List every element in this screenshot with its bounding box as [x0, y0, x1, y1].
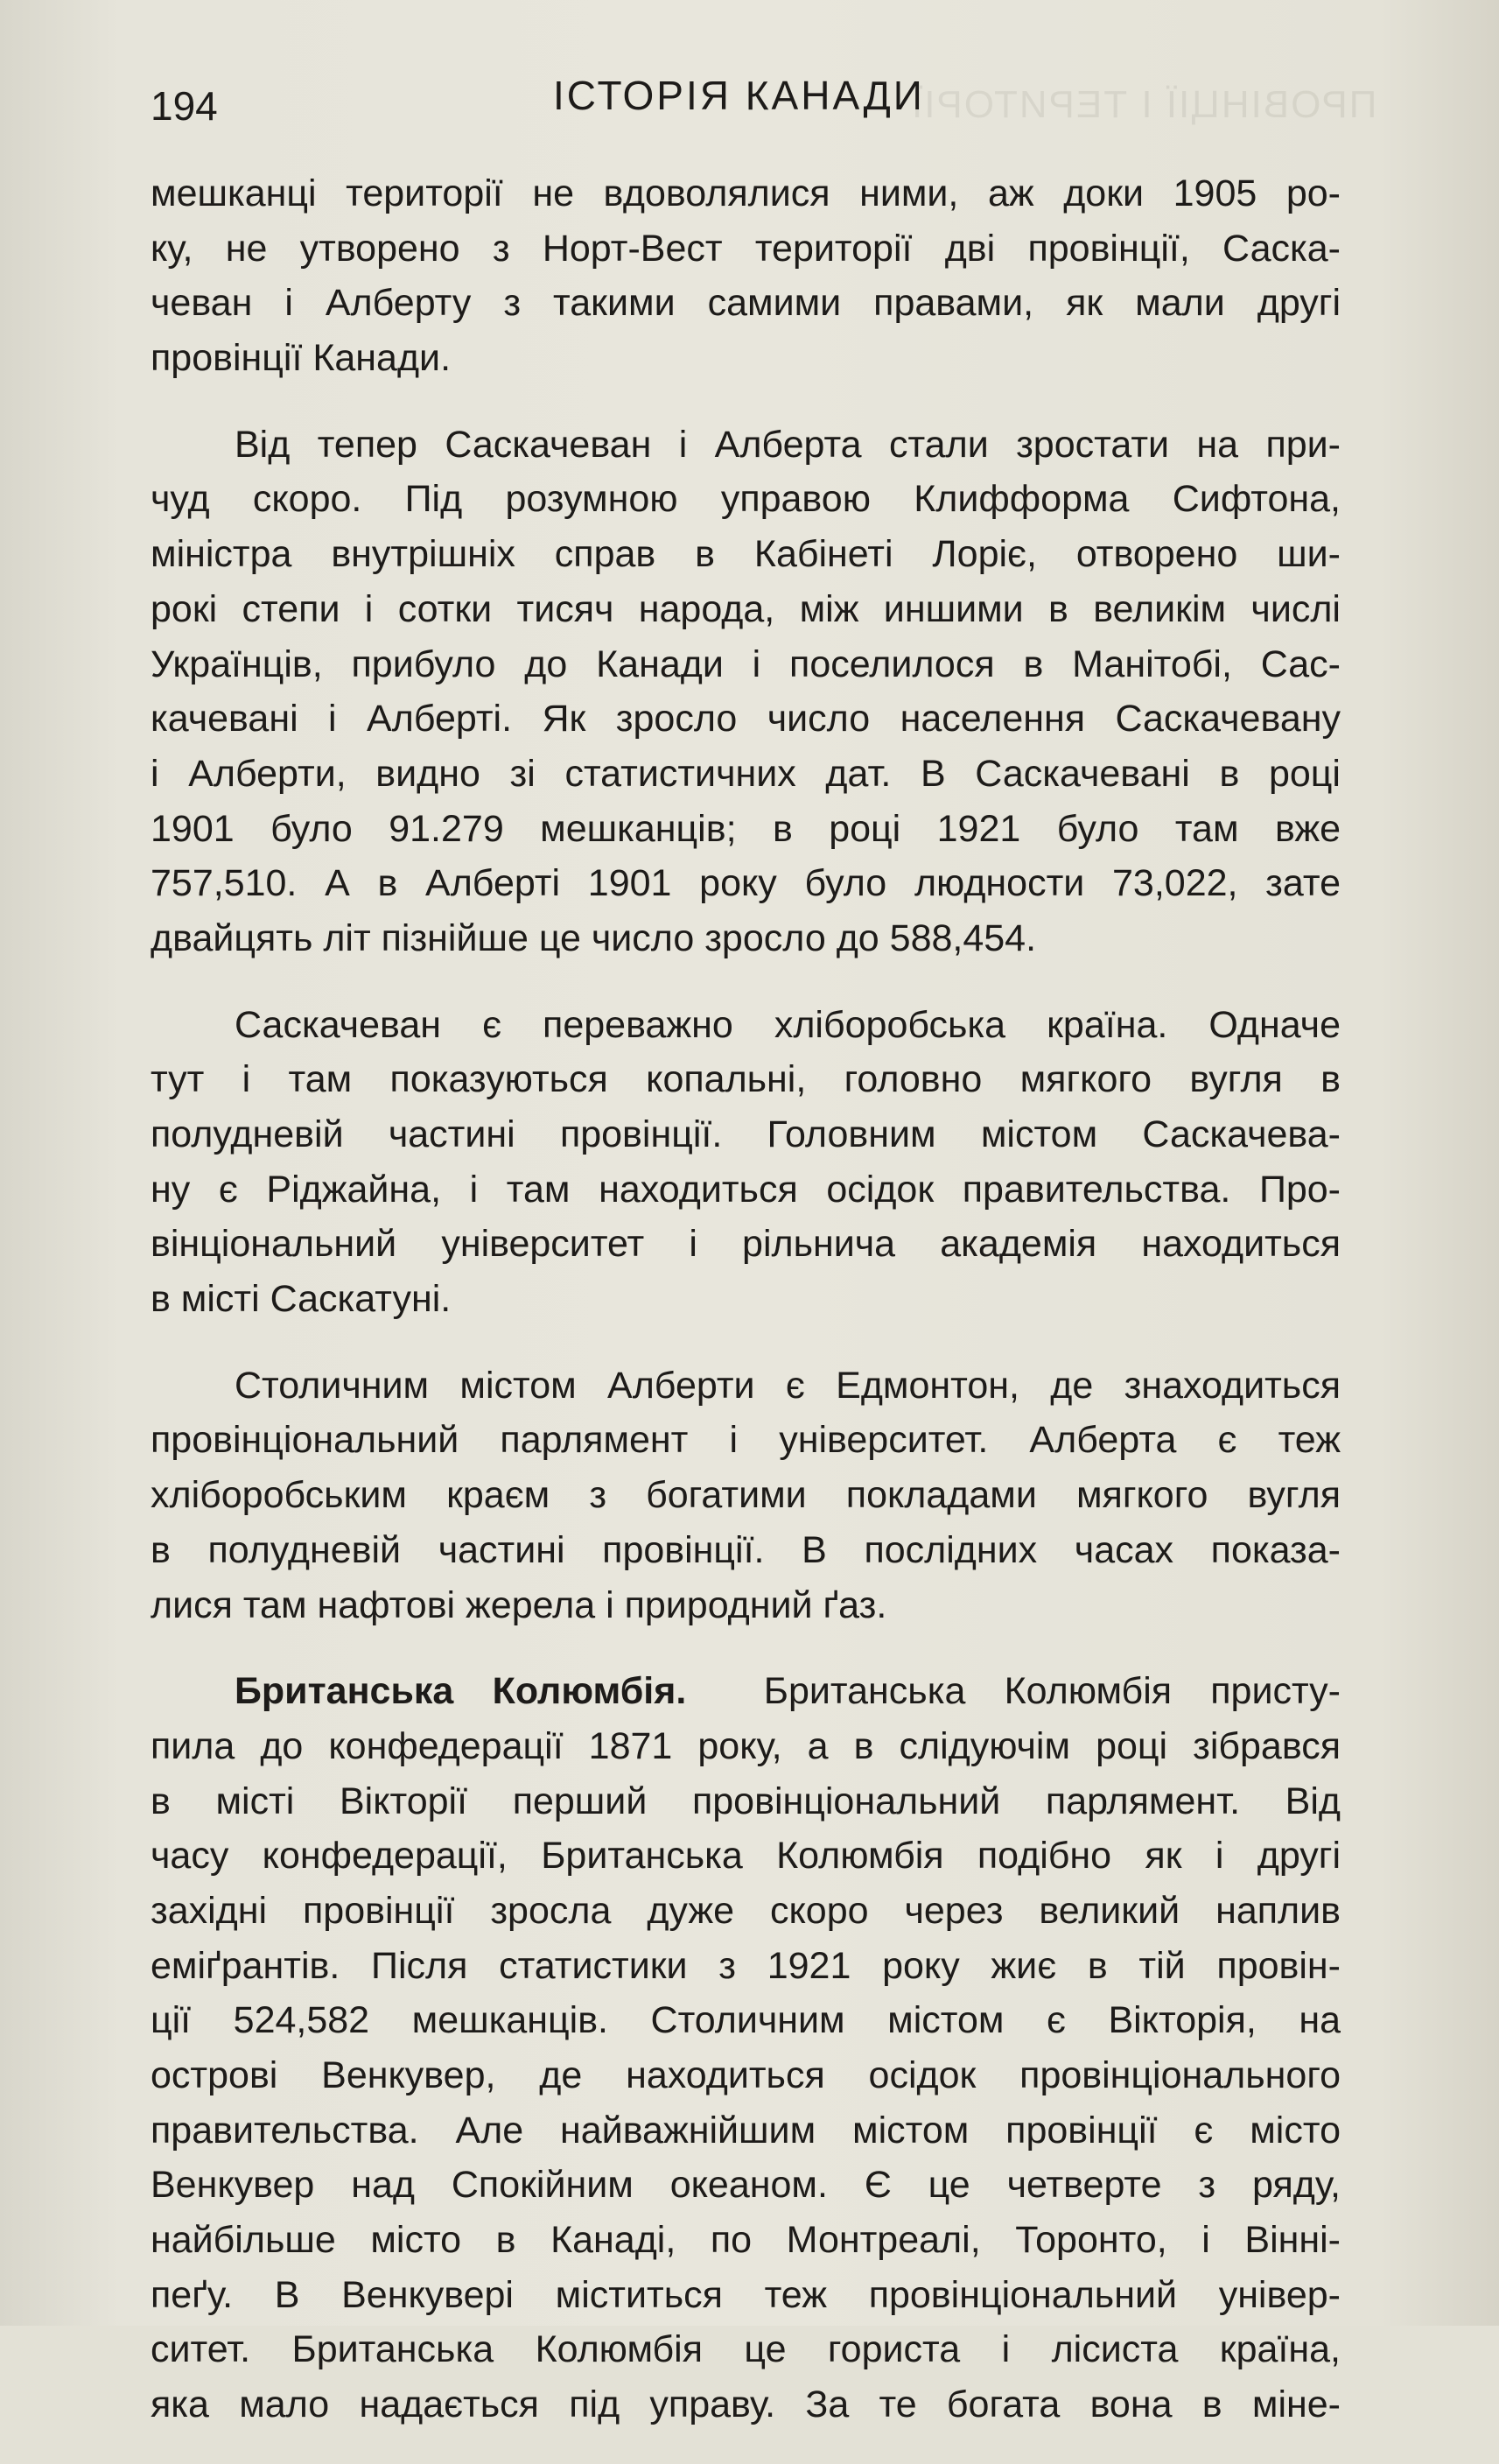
text-line: 1901 було 91.279 мешканців; в році 1921 було там вже — [151, 807, 1341, 850]
paragraph-1 — [151, 166, 1341, 386]
running-title: ІСТОРІЯ КАНАДИ — [553, 73, 925, 118]
text-line: рокі степи і сотки тисяч народа, між иншими в великім числі — [151, 587, 1341, 630]
paragraph-4 — [151, 1358, 1341, 1632]
text-line: ну є Ріджайна, і там находиться осідок правительства. Про- — [151, 1168, 1341, 1211]
text-line: західні провінції зросла дуже скоро через великий наплив — [151, 1889, 1341, 1932]
text-line: пеґу. В Венкувері міститься теж провінціональний універ- — [151, 2273, 1341, 2316]
text-line: Від тепер Саскачеван і Алберта стали зростати на при- — [235, 423, 1341, 466]
text-line: провінції Канади. — [151, 337, 452, 380]
section-heading: Британська Колюмбія. — [235, 1670, 687, 1713]
text-line: провінціональний парлямент і університет. Алберта є теж — [151, 1419, 1341, 1462]
text-line: чуд скоро. Під розумною управою Клифформа Сифтона, — [151, 478, 1341, 521]
text-line: найбільше місто в Канаді, по Монтреалі, Торонто, і Вінні- — [151, 2219, 1341, 2262]
text-line: пила до конфедерації 1871 року, а в слідуючім році зібрався — [151, 1724, 1341, 1767]
text-line: мешканці території не вдоволялися ними, аж доки 1905 ро- — [151, 172, 1341, 214]
paragraph-5 — [151, 1664, 1341, 2432]
bleed-through-text: ПРОВІНЦІЇ І ТЕРИТОРІЇ — [910, 83, 1377, 126]
page-header — [151, 70, 1341, 131]
text-line: 757,510. А в Алберті 1901 року було людности 73,022, зате — [151, 862, 1341, 905]
paragraph-3 — [151, 998, 1341, 1327]
text-line: в місті Саскатуні. — [151, 1278, 452, 1321]
text-line: двайцять літ пізнійше це число зросло до 588,454. — [151, 916, 1037, 959]
text-line: хліборобським краєм з богатими покладами мягкого вугля — [151, 1474, 1341, 1517]
paragraph-2 — [151, 418, 1341, 966]
text-line: ку, не утворено з Норт-Вест території дві провінції, Саска- — [151, 227, 1341, 270]
text-line: яка мало надається під управу. За те богата вона в міне- — [151, 2383, 1341, 2426]
text-line: еміґрантів. Після статистики з 1921 року жиє в тій провін- — [151, 1944, 1341, 1987]
text-line: Столичним містом Алберти є Едмонтон, де знаходиться — [235, 1364, 1341, 1407]
text-line: Українців, прибуло до Канади і поселилося в Манітобі, Сас- — [151, 642, 1341, 685]
text-line: Саскачеван є переважно хліборобська країна. Одначе — [235, 1003, 1341, 1046]
text-line: качевані і Алберті. Як зросло число населення Саскачевану — [151, 698, 1341, 741]
text-line: правительства. Але найважнійшим містом провінції є місто — [151, 2109, 1341, 2152]
text-line: острові Венкувер, де находиться осідок провінціонального — [151, 2054, 1341, 2096]
text-line: і Алберти, видно зі статистичних дат. В Саскачевані в році — [151, 752, 1341, 795]
page-number: 194 — [151, 83, 218, 129]
text-line: ції 524,582 мешканців. Столичним містом є Вікторія, на — [151, 1999, 1341, 2042]
text-line — [151, 1664, 1341, 1719]
text-line: в полудневій частині провінції. В послідних часах показа- — [151, 1528, 1341, 1571]
text-line: лися там нафтові жерела і природний ґаз. — [151, 1583, 887, 1626]
text-line: тут і там показуються копальні, головно мягкого вугля в — [151, 1058, 1341, 1101]
text-line: в місті Вікторії перший провінціональний парлямент. Від — [151, 1780, 1341, 1822]
text-line: вінціональний університет і рільнича академія находиться — [151, 1223, 1341, 1266]
text-line: ситет. Британська Колюмбія це гориста і лісиста країна, — [151, 2328, 1341, 2371]
text-line: міністра внутрішніх справ в Кабінеті Лоріє, отворено ши- — [151, 533, 1341, 576]
text-line: Венкувер над Спокійним океаном. Є це четверте з ряду, — [151, 2164, 1341, 2207]
text-line: полудневій частині провінції. Головним містом Саскачева- — [151, 1113, 1341, 1155]
text-line: чеван і Алберту з такими самими правами, як мали другі — [151, 282, 1341, 325]
text-run: Британська Колюмбія присту- — [763, 1670, 1341, 1713]
page-body — [151, 166, 1341, 2464]
text-line: часу конфедерації, Британська Колюмбія подібно як і другі — [151, 1835, 1341, 1878]
